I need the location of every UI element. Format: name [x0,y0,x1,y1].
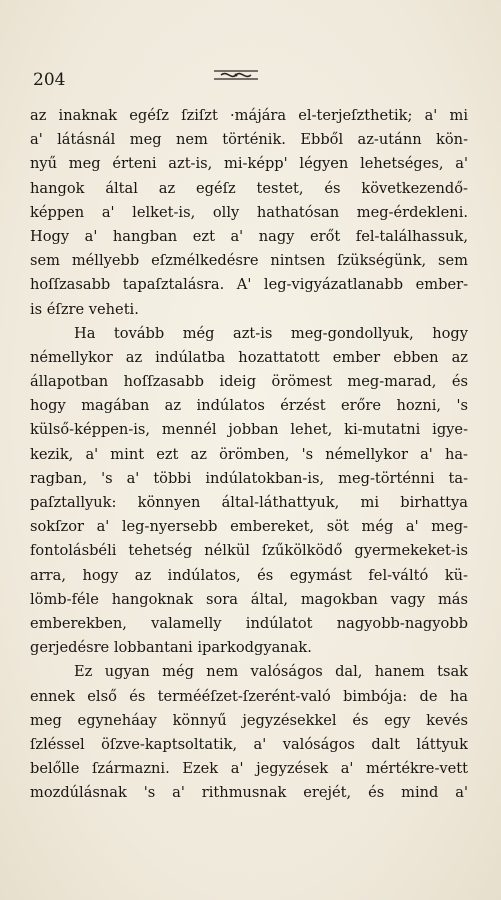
text-line: arra, hogy az indúlatos, és egymást fel-váltó kü- [30,566,468,584]
page-number: 204 [33,70,66,90]
decorative-rule-ornament-icon [213,68,259,82]
text-line: kezik, a' mint ezt az örömben, 's némellykor a' ha- [30,445,468,463]
text-line: a' látásnál meg nem történik. Ebből az-utánn kön- [30,131,468,149]
text-line: hogy magában az indúlatos érzést erőre hozni, 's [30,397,468,415]
text-line: gerjedésre lobbantani iparkodgyanak. [30,639,312,657]
text-line: fontolásbéli tehetség nélkül ſzűkölködő gyermekeket-is [30,542,468,560]
text-line: állapotban hoſſzasabb ideig örömest meg-marad, és [30,373,468,391]
text-line: sokſzor a' leg-nyersebb embereket, söt még a' meg- [30,518,468,536]
text-line: nyű meg érteni azt-is, mi-képp' légyen lehetséges, a' [30,155,468,173]
text-line: emberekben, valamelly indúlatot nagyobb-nagyobb [30,614,468,632]
text-line: Hogy a' hangban ezt a' nagy erőt fel-találhassuk, [30,227,468,245]
text-line: hangok által az egéſz testet, és következendő- [30,179,468,197]
text-line: külső-képpen-is, mennél jobban lehet, ki-mutatni igye- [30,421,468,439]
text-line: belőlle ſzármazni. Ezek a' jegyzések a' mértékre-vett [30,760,468,778]
text-line: hoſſzasabb tapaſztalásra. A' leg-vigyázatlanabb ember- [30,276,468,294]
text-line: ragban, 's a' többi indúlatokban-is, meg-történni ta- [30,469,468,487]
body-text [30,104,468,805]
text-line: sem méllyebb eſzmélkedésre nintsen ſzükségünk, sem [30,252,468,270]
text-line: Ez ugyan még nem valóságos dal, hanem tsak [74,663,468,681]
text-line: mozdúlásnak 's a' rithmusnak erejét, és mind a' [30,784,468,802]
text-line: ſzléssel öſzve-kaptsoltatik, a' valóságos dalt láttyuk [30,735,468,753]
text-line: is éſzre veheti. [30,300,139,318]
text-line: lömb-féle hangoknak sora által, magokban vagy más [30,590,468,608]
text-line: paſztallyuk: könnyen által-láthattyuk, mi birhattya [30,494,468,511]
text-line: Ha tovább még azt-is meg-gondollyuk, hogy [74,324,468,342]
text-line: az inaknak egéſz ſziſzt ·májára el-terjeſzthetik; a' mi [30,107,468,124]
text-line: képpen a' lelket-is, olly hathatósan meg-érdekleni. [30,203,468,221]
text-line: meg egyneháay könnyű jegyzésekkel és egy kevés [30,711,468,729]
text-line: némellykor az indúlatba hozattatott ember ebben az [30,348,468,366]
text-line: ennek első és termééſzet-ſzerént-való bimbója: de ha [30,687,468,705]
